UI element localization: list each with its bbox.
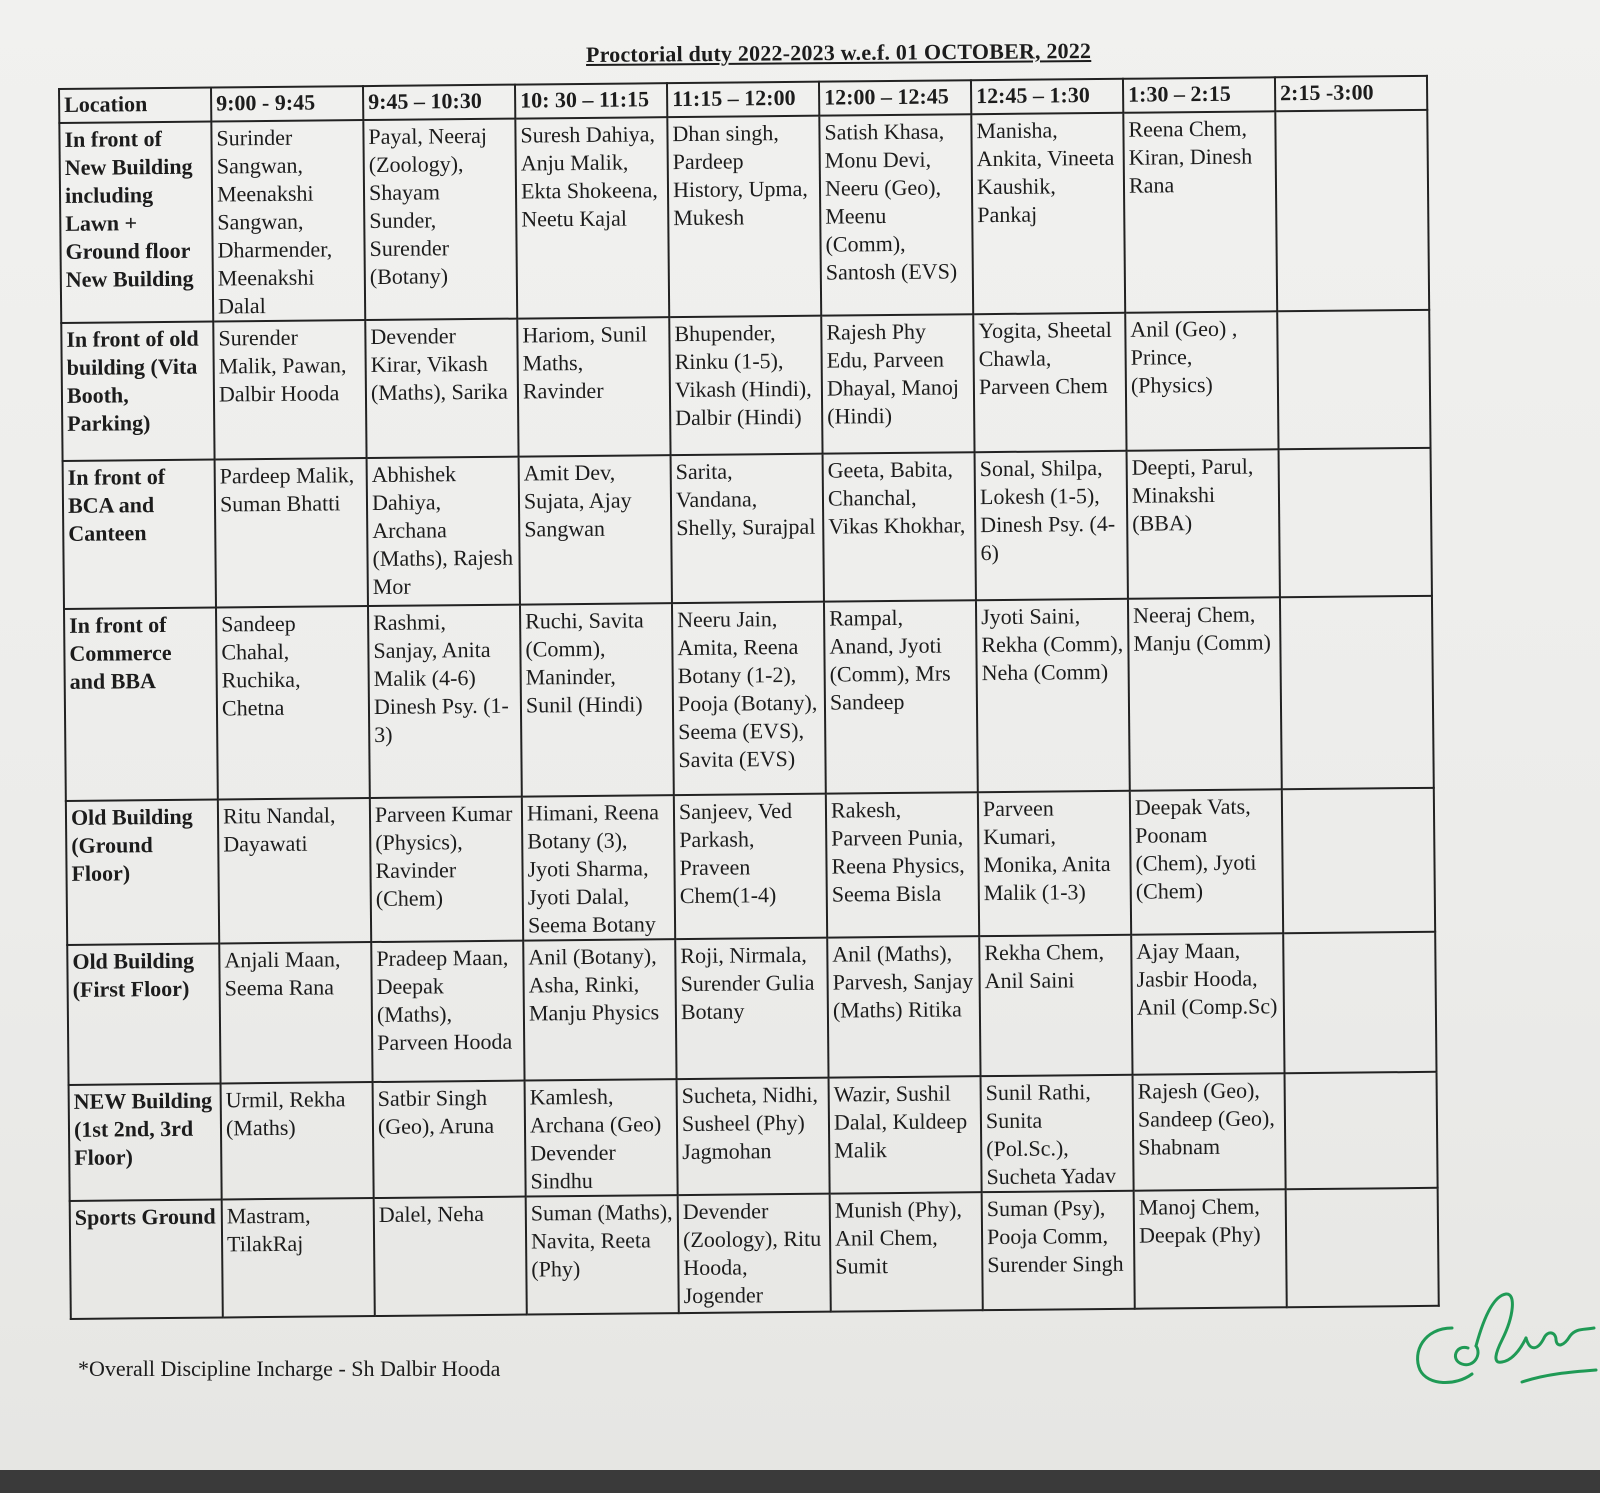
table-row [61,310,1430,461]
duty-cell: Ruchi, Savita (Comm), Maninder, Sunil (Hindi) [520,603,674,796]
header-slot-7: 1:30 – 2:15 [1123,77,1275,112]
location-cell: In front of old building (Vita Booth, Parking) [61,322,214,461]
header-slot-1: 9:00 - 9:45 [211,86,363,121]
duty-cell: Dhan singh, Pardeep History, Upma, Mukesh [667,116,821,317]
duty-cell: Sunil Rathi, Sunita (Pol.Sc.), Sucheta Yadav [981,1075,1134,1192]
duty-cell: Manisha, Ankita, Vineeta Kaushik, Pankaj [971,113,1125,314]
duty-cell: Deepak Vats, Poonam (Chem), Jyoti (Chem) [1130,789,1283,934]
duty-cell: Hariom, Sunil Maths, Ravinder [517,317,670,456]
duty-cell: Dalel, Neha [374,1197,527,1316]
duty-cell [1275,110,1429,311]
duty-cell: Rajesh (Geo), Sandeep (Geo), Shabnam [1133,1073,1286,1190]
duty-cell [1282,788,1435,933]
duty-cell: Deepti, Parul, Minakshi (BBA) [1127,449,1280,598]
table-row [70,1188,1439,1319]
duty-cell: Anil (Geo) , Prince, (Physics) [1125,311,1278,450]
duty-cell: Wazir, Sushil Dalal, Kuldeep Malik [829,1076,982,1193]
duty-cell: Himani, Reena Botany (3), Jyoti Sharma, Jyoti Dalal, Seema Botany [522,795,675,940]
duty-cell: Satbir Singh (Geo), Aruna [373,1081,526,1198]
duty-cell: Mastram, TilakRaj [222,1198,375,1317]
header-slot-4: 11:15 – 12:00 [667,82,819,117]
duty-cell: Bhupender, Rinku (1-5), Vikash (Hindi), Dalbir (Hindi) [669,316,822,455]
duty-cell: Rekha Chem, Anil Saini [979,935,1132,1076]
duty-cell: Parveen Kumari, Monika, Anita Malik (1-3) [978,791,1131,936]
duty-cell [1277,310,1430,449]
duty-cell: Sandeep Chahal, Ruchika, Chetna [216,606,370,799]
duty-cell: Sanjeev, Ved Parkash, Praveen Chem(1-4) [674,794,827,939]
duty-cell: Devender (Zoology), Ritu Hooda, Jogender [678,1194,831,1313]
duty-cell: Satish Khasa, Monu Devi, Neeru (Geo), Meenu (Comm), Santosh (EVS) [819,114,973,315]
table-row [59,110,1429,323]
duty-cell: Ritu Nandal, Dayawati [218,798,371,943]
duty-cell: Neeru Jain, Amita, Reena Botany (1-2), Pooja (Botany), Seema (EVS), Savita (EVS) [672,602,826,795]
duty-cell: Sonal, Shilpa, Lokesh (1-5), Dinesh Psy. (4-6) [975,451,1128,600]
document-title: Proctorial duty 2022-2023 w.e.f. 01 OCTOBER, 2022 [585,38,1092,67]
location-cell: In front of BCA and Canteen [63,460,216,609]
table-row [63,448,1432,609]
duty-cell: Rajesh Phy Edu, Parveen Dhayal, Manoj (Hindi) [821,314,974,453]
duty-cell: Surender Malik, Pawan, Dalbir Hooda [213,320,366,459]
duty-cell: Roji, Nirmala, Surender Gulia Botany [675,938,828,1079]
header-slot-8: 2:15 -3:00 [1275,76,1427,111]
location-cell: Sports Ground [70,1199,223,1318]
duty-cell: Sucheta, Nidhi, Susheel (Phy) Jagmohan [677,1078,830,1195]
duty-cell: Rampal, Anand, Jyoti (Comm), Mrs Sandeep [824,600,978,793]
table-row [67,932,1436,1085]
header-slot-2: 9:45 – 10:30 [363,85,515,120]
duty-cell: Surinder Sangwan, Meenakshi Sangwan, Dharmender, Meenakshi Dalal [211,120,365,321]
location-cell: NEW Building (1st 2nd, 3rd Floor) [69,1083,222,1200]
duty-cell [1285,1072,1438,1189]
duty-cell: Neeraj Chem, Manju (Comm) [1128,597,1282,790]
location-cell: In front of New Building including Lawn + Ground floor New Building [59,122,213,323]
header-slot-3: 10: 30 – 11:15 [515,83,667,118]
duty-cell: Anil (Botany), Asha, Rinki, Manju Physics [523,939,676,1080]
table-row [69,1072,1438,1201]
handwritten-signature [1410,1290,1600,1400]
duty-cell: Kamlesh, Archana (Geo) Devender Sindhu [525,1079,678,1196]
duty-cell: Abhishek Dahiya, Archana (Maths), Rajesh Mor [367,457,520,606]
duty-cell: Rakesh, Parveen Punia, Reena Physics, Seema Bisla [826,792,979,937]
duty-cell [1280,596,1434,789]
location-cell: Old Building (First Floor) [67,943,220,1084]
header-location: Location [59,88,211,123]
duty-cell: Pardeep Malik, Suman Bhatti [215,458,368,607]
location-cell: In front of Commerce and BBA [64,608,218,801]
duty-cell: Yogita, Sheetal Chawla, Parveen Chem [973,313,1126,452]
duty-cell: Parveen Kumar (Physics), Ravinder (Chem) [370,797,523,942]
duty-cell: Pradeep Maan, Deepak (Maths), Parveen Hooda [371,941,524,1082]
duty-cell: Munish (Phy), Anil Chem, Sumit [830,1192,983,1311]
discipline-incharge-note: *Overall Discipline Incharge - Sh Dalbir Hooda [78,1356,501,1381]
duty-cell: Sarita, Vandana, Shelly, Surajpal [671,454,824,603]
duty-cell: Urmil, Rekha (Maths) [221,1082,374,1199]
duty-cell: Reena Chem, Kiran, Dinesh Rana [1123,111,1277,312]
duty-cell: Anil (Maths), Parvesh, Sanjay (Maths) Ritika [827,936,980,1077]
duty-cell: Amit Dev, Sujata, Ajay Sangwan [519,455,672,604]
duty-cell: Suresh Dahiya, Anju Malik, Ekta Shokeena, Neetu Kajal [515,117,669,318]
header-slot-5: 12:00 – 12:45 [819,80,971,115]
proctorial-duty-table [58,75,1440,1320]
duty-cell: Suman (Maths), Navita, Reeta (Phy) [526,1195,679,1314]
duty-cell: Geeta, Babita, Chanchal, Vikas Khokhar, [823,452,976,601]
duty-cell: Suman (Psy), Pooja Comm, Surender Singh [982,1191,1135,1310]
location-cell: Old Building (Ground Floor) [66,799,219,944]
duty-cell: Payal, Neeraj (Zoology), Shayam Sunder, Surender (Botany) [363,119,517,320]
duty-cell [1279,448,1432,597]
duty-cell: Rashmi, Sanjay, Anita Malik (4-6) Dinesh Psy. (1-3) [368,605,522,798]
duty-cell [1283,932,1436,1073]
duty-cell: Devender Kirar, Vikash (Maths), Sarika [365,319,518,458]
duty-cell: Manoj Chem, Deepak (Phy) [1134,1189,1287,1308]
duty-cell: Ajay Maan, Jasbir Hooda, Anil (Comp.Sc) [1131,933,1284,1074]
duty-cell: Anjali Maan, Seema Rana [219,942,372,1083]
table-row [66,788,1435,945]
header-slot-6: 12:45 – 1:30 [971,79,1123,114]
duty-cell: Jyoti Saini, Rekha (Comm), Neha (Comm) [976,599,1130,792]
table-row [64,596,1434,801]
